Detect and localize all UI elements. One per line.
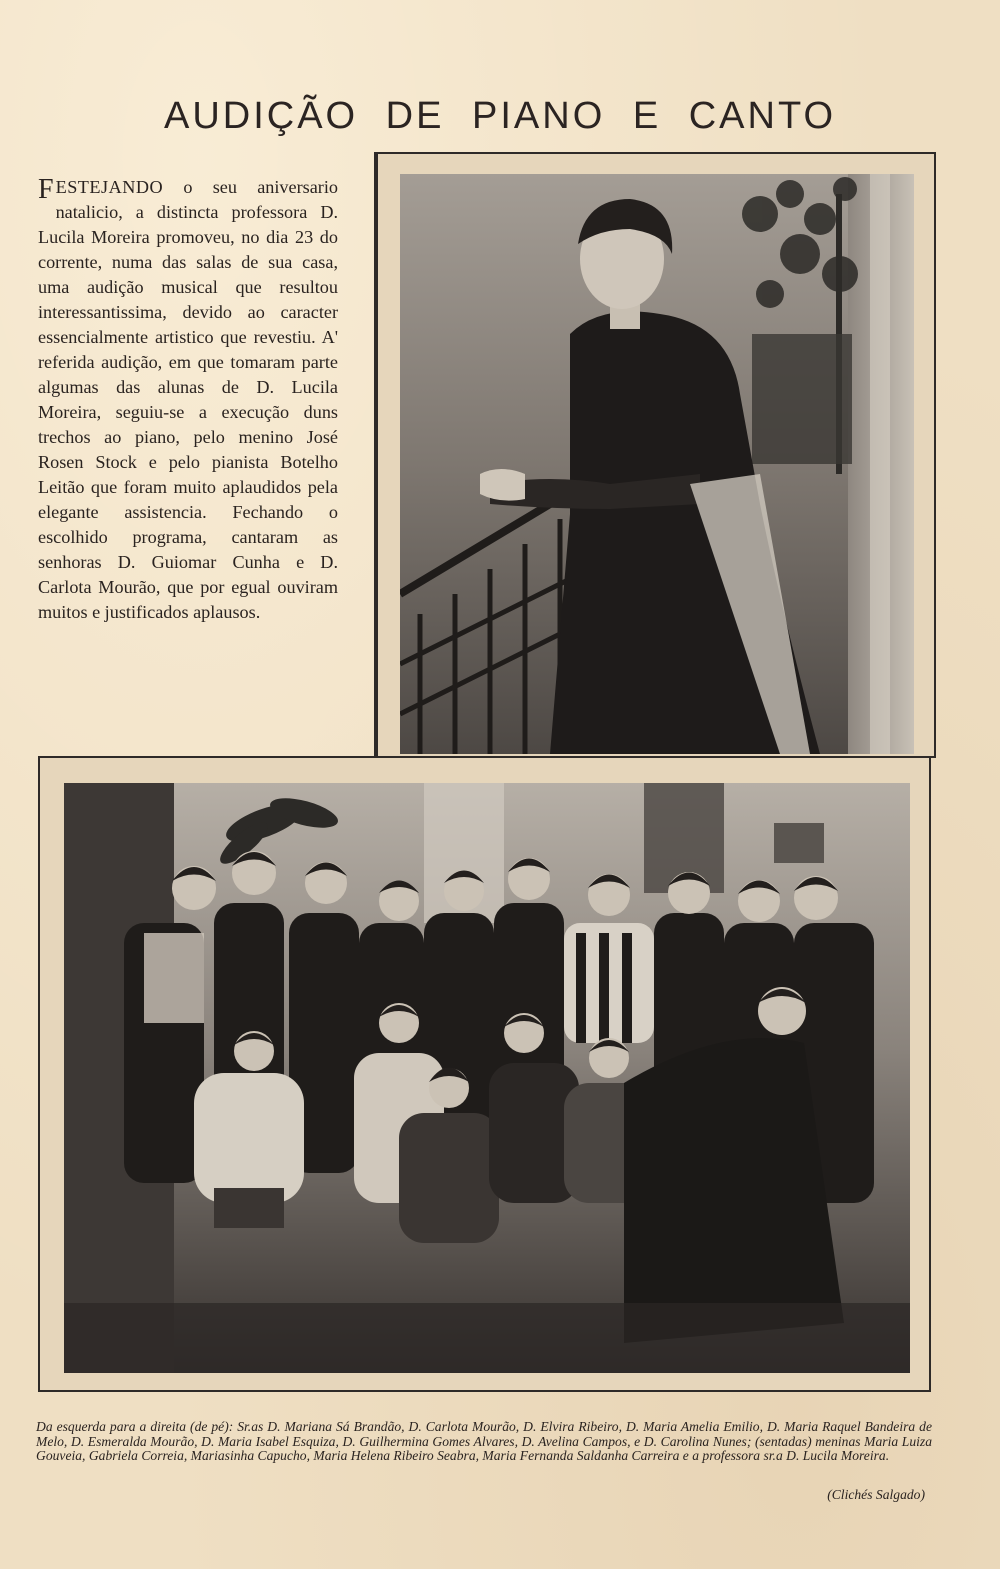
photo-caption: Da esquerda para a direita (de pé): Sr.as D. Mariana Sá Brandão, D. Carlota Mourão, D. Elvira Ribeiro, D. Maria Amelia Emilio, D. Maria Raquel Bandeira de Melo, D. Esmeralda Mourão, D. Maria Isabel Esquiza, D. Guilhermina Gomes Alvares, D. Avelina Campos, e D. Carolina Nunes; (sentadas) meninas Maria Luiza Gouveia, Gabriela Correia, Mariasinha Capucho, Maria Helena Ribeiro Seabra, Maria Fernanda Saldanha Carreira e a professora sr.a D. Lucila Moreira. xyxy=(36,1419,932,1463)
photo-credit: (Clichés Salgado) xyxy=(827,1487,925,1502)
page-title: AUDIÇÃO DE PIANO E CANTO xyxy=(163,95,837,138)
group-photo xyxy=(64,783,910,1373)
article-body: o seu aniversario natalicio, a distincta professora D. Lucila Moreira promoveu, no dia 23 do corrente, numa das salas de sua casa, uma audição musical que resultou interessantissima, devido ao caracter essencialmente artistico que revestiu. A' referida audição, em que tomaram parte algumas das alunas de D. Lucila Moreira, seguiu-se a execução duns trechos ao piano, pelo menino José Rosen Stock e pelo pianista Botelho Leitão que foram muito aplaudidos pela elegante assistencia. Fechando o escolhido programa, cantaram as senhoras D. Guiomar Cunha e D. Carlota Mourão, que por egual ouviram muitos e justificados aplausos. xyxy=(38,177,338,622)
portrait-photo xyxy=(400,174,914,754)
group-photo-image xyxy=(64,783,910,1373)
portrait-photo-image xyxy=(400,174,914,754)
article-first-word: ESTEJANDO xyxy=(55,177,164,197)
article-text xyxy=(38,175,338,625)
frame-divider xyxy=(374,152,376,758)
drop-cap: F xyxy=(38,174,54,205)
